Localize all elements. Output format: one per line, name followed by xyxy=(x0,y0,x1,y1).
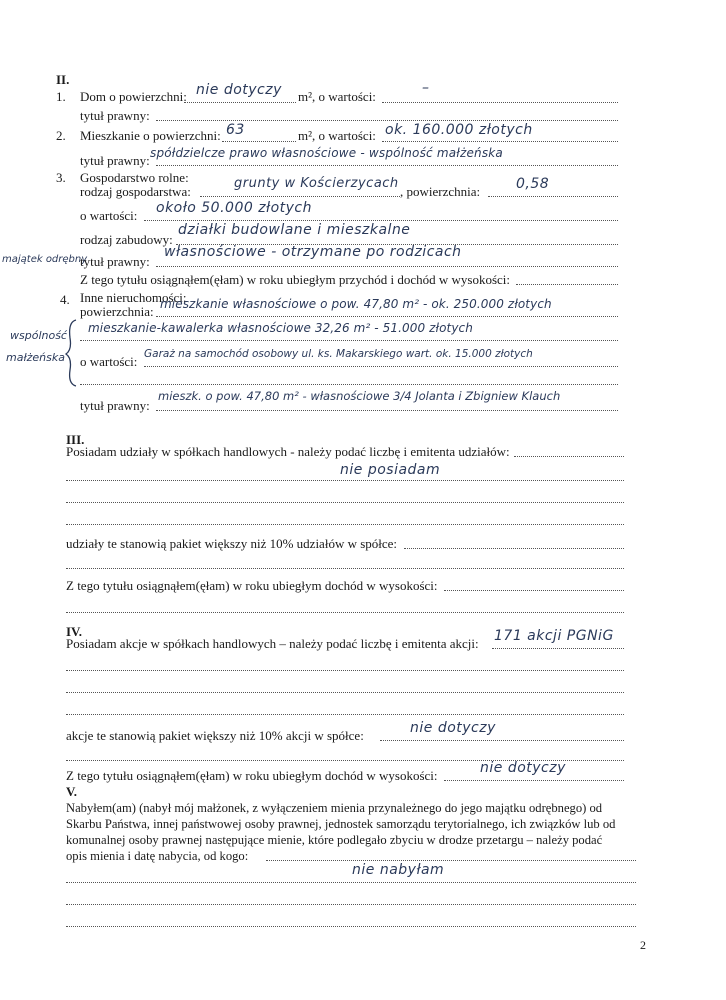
section5-handwriting: nie nabyłam xyxy=(352,862,445,878)
item4-value-handwriting: Garaż na samochód osobowy ul. ks. Makarskiego wart. ok. 15.000 złotych xyxy=(144,348,533,360)
section-2-label: II. xyxy=(56,72,70,87)
item3-kind-handwriting: grunty w Kościerzycach xyxy=(234,176,399,191)
section5-line-6 xyxy=(66,904,636,905)
item3-area-label: , powierzchnia: xyxy=(400,184,481,199)
item2-value-dots xyxy=(382,141,618,142)
item3-build-handwriting: działki budowlane i mieszkalne xyxy=(178,222,411,238)
section4-stock-text: Posiadam akcje w spółkach handlowych – należy podać liczbę i emitenta akcji: xyxy=(66,636,479,651)
item4-number: 4. xyxy=(60,292,70,307)
item2-value-handwriting: ok. 160.000 złotych xyxy=(385,122,533,138)
item4-value-dots xyxy=(144,366,618,367)
section3-income-dots xyxy=(444,590,624,591)
section-4-label: IV. xyxy=(66,624,83,639)
margin-bracket-icon xyxy=(64,318,80,388)
item3-kind-dots xyxy=(200,196,400,197)
section4-income-dots xyxy=(444,780,624,781)
item4-value-label: o wartości: xyxy=(80,354,138,369)
item3-heading: Gospodarstwo rolne: xyxy=(80,170,189,185)
item1-value-handwriting: – xyxy=(422,80,430,96)
item3-build-label: rodzaj zabudowy: xyxy=(80,232,173,247)
item4-title-dots xyxy=(156,410,618,411)
section5-line-3: komunalnej osoby prawnej następujące mienie, które podlegało zbyciu w drodze przetargu – należy podać xyxy=(66,833,603,847)
item3-area-handwriting: 0,58 xyxy=(516,176,550,192)
item1-number: 1. xyxy=(56,89,66,104)
item3-value-label: o wartości: xyxy=(80,208,138,223)
item2-text-b: m², o wartości: xyxy=(298,128,376,143)
section3-pack-text: udziały te stanowią pakiet większy niż 10% udziałów w spółce: xyxy=(66,536,398,551)
item3-area-dots xyxy=(488,196,618,197)
section4-line-2 xyxy=(66,692,624,693)
item3-income-text: Z tego tytułu osiągnąłem(ęłam) w roku ubiegłym przychód i dochód w wysokości: xyxy=(80,272,510,287)
item4-line1-handwriting: mieszkanie własnościowe o pow. 47,80 m² - ok. 250.000 złotych xyxy=(160,297,552,311)
item3-value-dots xyxy=(144,220,618,221)
item4-heading: Inne nieruchomości: xyxy=(80,290,187,305)
item1-title-dots xyxy=(156,120,618,121)
section4-pack-dots xyxy=(380,740,624,741)
item2-title-handwriting: spółdzielcze prawo własnościowe - wspólność małżeńska xyxy=(150,146,503,160)
item2-title-label: tytuł prawny: xyxy=(80,153,150,168)
item4-title-handwriting: mieszk. o pow. 47,80 m² - własnościowe 3/4 Jolanta i Zbigniew Klauch xyxy=(158,389,561,403)
item4-line2-dots xyxy=(80,340,618,341)
section3-line-5 xyxy=(66,612,624,613)
item3-number: 3. xyxy=(56,170,66,185)
item2-title-dots xyxy=(156,165,618,166)
item2-area-handwriting: 63 xyxy=(226,122,245,138)
item4-margin-note-1: wspólność xyxy=(10,329,67,342)
item1-text-b: m², o wartości: xyxy=(298,89,376,104)
item1-area-dots xyxy=(184,102,296,103)
section-5-label: V. xyxy=(66,784,77,799)
item2-text-a: Mieszkanie o powierzchni: xyxy=(80,128,221,143)
section5-line-1: Nabyłem(am) (nabył mój małżonek, z wyłączeniem mienia przynależnego do jego majątku odrębnego) od xyxy=(66,801,603,815)
item3-title-dots xyxy=(156,266,618,267)
item3-value-handwriting: około 50.000 złotych xyxy=(156,200,312,216)
section5-line-5 xyxy=(66,882,636,883)
item2-area-dots xyxy=(222,141,296,142)
item3-title-label: tytuł prawny: xyxy=(80,254,150,269)
section5-line-7 xyxy=(66,926,636,927)
section4-pack-handwriting: nie dotyczy xyxy=(410,720,496,736)
section3-shares-dots xyxy=(514,456,624,457)
section3-pack-dots xyxy=(404,548,624,549)
item1-value-dots xyxy=(382,102,618,103)
section3-line-2 xyxy=(66,502,624,503)
section4-income-text: Z tego tytułu osiągnąłem(ęłam) w roku ubiegłym dochód w wysokości: xyxy=(66,768,438,783)
section4-pack-text: akcje te stanowią pakiet większy niż 10% akcji w spółce: xyxy=(66,728,364,743)
section5-line-2: Skarbu Państwa, innej państwowej osoby prawnej, jednostek samorządu terytorialnego, ich związków lub od xyxy=(66,817,616,831)
section3-income-text: Z tego tytułu osiągnąłem(ęłam) w roku ubiegłym dochód w wysokości: xyxy=(66,578,438,593)
item4-area-label: powierzchnia: xyxy=(80,304,154,319)
item4-margin-note-2: małżeńska xyxy=(6,351,65,364)
section4-stock-dots xyxy=(492,648,624,649)
section4-line-3 xyxy=(66,714,624,715)
section3-line-3 xyxy=(66,524,624,525)
page-number: 2 xyxy=(640,938,646,952)
item4-area-dots xyxy=(156,316,618,317)
section5-line-4: opis mienia i datę nabycia, od kogo: xyxy=(66,849,249,863)
section3-shares-handwriting: nie posiadam xyxy=(340,462,441,478)
section3-line-1 xyxy=(66,480,624,481)
item4-line2-handwriting: mieszkanie-kawalerka własnościowe 32,26 m² - 51.000 złotych xyxy=(88,321,473,335)
section5-desc-dots xyxy=(266,860,636,861)
section4-income-handwriting: nie dotyczy xyxy=(480,760,566,776)
item3-title-handwriting: własnościowe - otrzymane po rodzicach xyxy=(164,244,462,260)
item2-number: 2. xyxy=(56,128,66,143)
item3-kind-label: rodzaj gospodarstwa: xyxy=(80,184,191,199)
item3-income-dots xyxy=(516,284,618,285)
section3-line-4 xyxy=(66,568,624,569)
section3-shares-text: Posiadam udziały w spółkach handlowych - należy podać liczbę i emitenta udziałów: xyxy=(66,444,510,459)
item1-title-label: tytuł prawny: xyxy=(80,108,150,123)
section4-stock-handwriting: 171 akcji PGNiG xyxy=(494,628,614,644)
item4-extra-dots xyxy=(80,384,618,385)
section-3-label: III. xyxy=(66,432,85,447)
item4-title-label: tytuł prawny: xyxy=(80,398,150,413)
item1-text-a: Dom o powierzchni: xyxy=(80,89,187,104)
item1-area-handwriting: nie dotyczy xyxy=(196,82,282,98)
section4-line-1 xyxy=(66,670,624,671)
item3-margin-note: majątek odrębny xyxy=(2,254,88,265)
